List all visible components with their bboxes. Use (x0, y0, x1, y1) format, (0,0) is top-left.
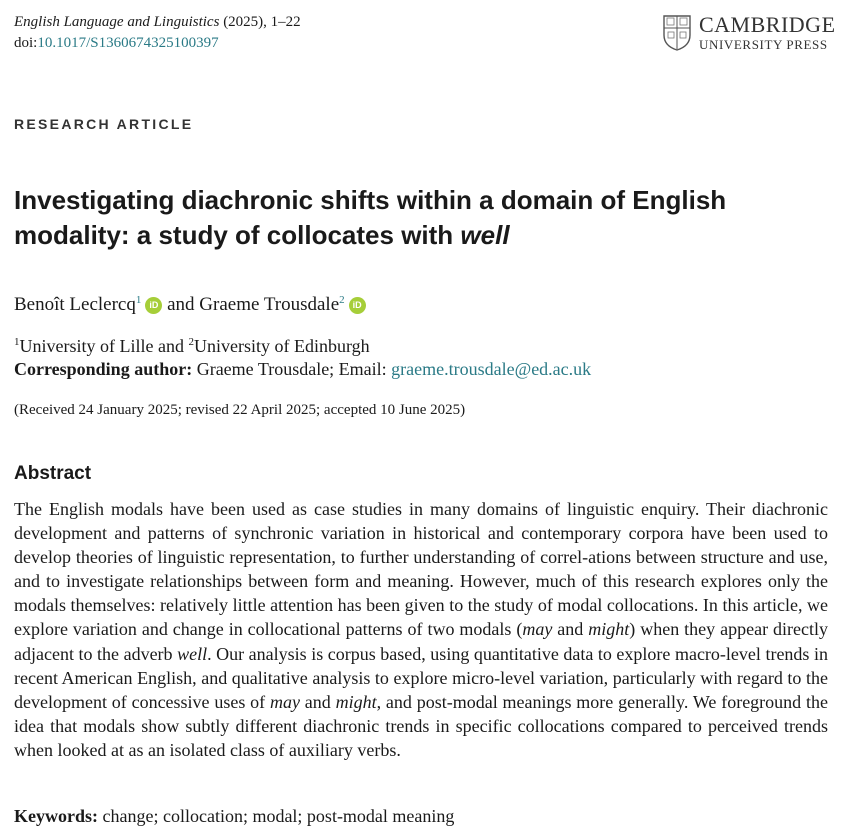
abstract-heading: Abstract (14, 463, 92, 484)
keywords-label: Keywords: (14, 806, 98, 826)
title-italic: well (460, 220, 510, 250)
keywords (14, 804, 454, 828)
abstract-italic-well: well (177, 643, 208, 664)
affiliation-1: University of Lille and (19, 336, 189, 356)
orcid-icon[interactable]: iD (349, 297, 366, 314)
publisher-name: CAMBRIDGE (699, 12, 836, 37)
doi-link[interactable]: 10.1017/S1360674325100397 (37, 35, 219, 51)
abstract-and: and (299, 691, 336, 712)
keywords-list: change; collocation; modal; post-modal meaning (98, 806, 455, 826)
orcid-icon[interactable]: iD (145, 297, 162, 314)
journal-issue: (2025), 1–22 (219, 14, 301, 30)
doi-line (14, 33, 219, 53)
journal-citation (14, 12, 301, 32)
corresponding-email-link[interactable]: graeme.trousdale@ed.ac.uk (391, 359, 592, 379)
affil-mark-1: 1 (14, 336, 20, 348)
journal-name: English Language and Linguistics (14, 14, 220, 30)
abstract-italic-might: might (335, 691, 377, 712)
article-dates: (Received 24 January 2025; revised 22 April 2025; accepted 10 June 2025) (14, 402, 466, 418)
publisher-logo (663, 14, 836, 51)
abstract-italic-might: might (588, 619, 630, 640)
author-line (14, 291, 366, 319)
abstract-and: and (552, 619, 589, 640)
abstract-body (14, 497, 828, 762)
abstract-text-2: ) when they appear directly adjacent to the adverb (14, 619, 828, 664)
affil-mark-2: 2 (188, 336, 194, 348)
abstract-italic-may: may (522, 619, 553, 640)
abstract-text-3: . Our analysis is corpus based, using quantitative data to explore macro-level trends in recent American English, and qualitative analysis to explore micro-level variation, particularly with regard to the development of concessive uses of (14, 643, 828, 712)
doi-label: doi: (14, 35, 38, 51)
corresponding-text: Graeme Trousdale; Email: (192, 359, 392, 379)
university-shield-icon (663, 15, 691, 51)
corresponding-author (14, 357, 591, 381)
author-1[interactable]: Benoît Leclercq (14, 294, 136, 315)
title-main: Investigating diachronic shifts within a domain of English modality: a study of collocates with (14, 185, 727, 250)
abstract-text-4: , and post-modal meanings more generally. We foreground the idea that modals show subtly different diachronic trends in specific collocations compared to perceived trends when looked at as an isolated class of auxiliary verbs. (14, 691, 828, 760)
affiliations (14, 334, 370, 358)
abstract-italic-may: may (269, 691, 300, 712)
author-1-affil-mark: 1 (135, 294, 142, 306)
abstract-text-1: The English modals have been used as case studies in many domains of linguistic enquiry. Their diachronic development and patterns of synchronic variation in historical and contemporary corpora have been used to develop theories of linguistic representation, to further understanding of correl-ations between structure and use, and to investigate relationships between form and meaning. However, much of this research explores only the modals themselves: relatively little attention has been given to the study of modal collocations. In this article, we explore variation and change in collocational patterns of two modals ( (14, 499, 828, 640)
author-2[interactable]: Graeme Trousdale (199, 294, 340, 315)
publisher-subtitle: UNIVERSITY PRESS (699, 37, 828, 52)
corresponding-label: Corresponding author: (14, 359, 193, 379)
author-separator: and (162, 294, 200, 315)
affiliation-2: University of Edinburgh (193, 336, 370, 356)
author-2-affil-mark: 2 (339, 294, 345, 306)
article-type: RESEARCH ARTICLE (14, 116, 194, 132)
article-title (14, 183, 834, 253)
